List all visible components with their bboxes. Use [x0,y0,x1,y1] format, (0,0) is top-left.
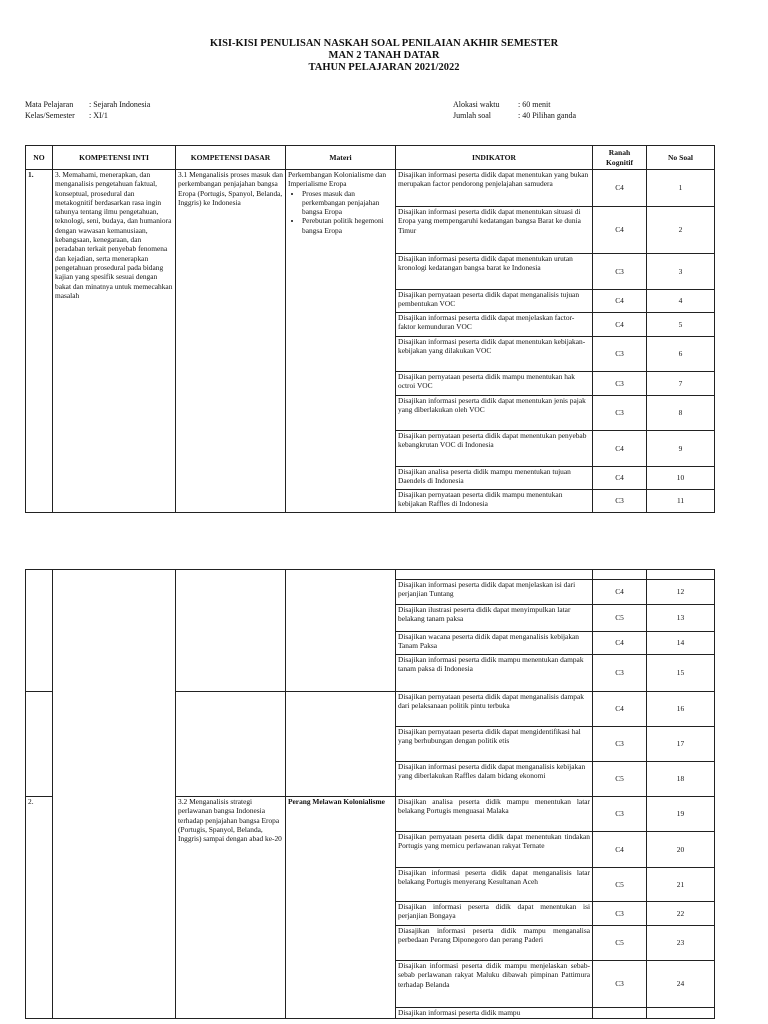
ranah-cell: C5 [593,926,647,961]
materi-cell-empty [286,570,396,692]
ranah-cell: C3 [593,490,647,513]
header-materi: Materi [286,146,396,170]
ranah-cell [593,1008,647,1019]
ranah-cell: C3 [593,902,647,926]
ranah-cell: C4 [593,313,647,337]
no-soal-cell: 6 [647,337,715,372]
indikator-cell: Disajikan informasi peserta didik mampu menjelaskan sebab-sebab perlawanan rakyat Maluku dibawah pimpinan Pattimura terhadap Belanda [396,961,593,1008]
kompetensi-dasar-text: 3.2 Menganalisis strategi perlawanan bangsa Indonesia terhadap penjajahan bangsa Eropa (Portugis, Spanyol, Belanda, Inggris) sampai dengan abad ke-20 [176,797,286,1019]
no-soal-cell-empty [647,570,715,580]
no-cell-empty [26,692,53,797]
indikator-cell: Disajikan ilustrasi peserta didik dapat menyimpulkan latar belakang tanam paksa [396,605,593,632]
materi-cell-empty [286,692,396,797]
ranah-cell: C4 [593,431,647,467]
kisi-kisi-table-1 [25,145,715,513]
kompetensi-inti-cell-empty [53,570,176,1019]
indikator-cell: Disajikan analisa peserta didik mampu menentukan tujuan Daendels di Indonesia [396,467,593,490]
no-soal-cell: 4 [647,290,715,313]
no-soal-cell: 16 [647,692,715,727]
no-soal-cell: 20 [647,832,715,868]
ranah-cell: C3 [593,797,647,832]
header-no: NO [26,146,53,170]
no-soal-cell: 5 [647,313,715,337]
no-soal-cell: 10 [647,467,715,490]
no-soal-cell: 19 [647,797,715,832]
table-row [26,570,715,580]
doc-title-line2: MAN 2 TANAH DATAR [328,50,440,61]
section-no: 2. [26,797,53,1019]
no-soal-cell: 8 [647,396,715,431]
ranah-cell: C5 [593,605,647,632]
ranah-cell: C3 [593,727,647,762]
ranah-cell: C3 [593,337,647,372]
no-soal-cell: 18 [647,762,715,797]
no-soal-cell: 14 [647,632,715,655]
no-soal-cell: 13 [647,605,715,632]
indikator-cell: Disajikan informasi peserta didik mampu [396,1008,593,1019]
table-row [26,170,715,207]
ranah-cell: C3 [593,372,647,396]
materi-title: Perkembangan Kolonialisme dan Imperialisme Eropa [288,170,387,189]
doc-title-line3: TAHUN PELAJARAN 2021/2022 [308,62,460,73]
indikator-cell: Disajikan informasi peserta didik dapat menjelaskan factor-faktor kemunduran VOC [396,313,593,337]
no-soal-cell: 23 [647,926,715,961]
no-soal-cell: 21 [647,868,715,902]
kisi-kisi-table-2 [25,569,715,1019]
indikator-cell: Disajikan pernyataan peserta didik dapat mengidentifikasi hal yang berhubungan dengan politik etis [396,727,593,762]
indikator-cell: Disajikan pernyataan peserta didik dapat menganalisis tujuan pembentukan VOC [396,290,593,313]
indikator-cell: Disajikan informasi peserta didik dapat menentukan isi perjanjian Bongaya [396,902,593,926]
indikator-cell: Disajikan pernyataan peserta didik mampu menentukan hak octroi VOC [396,372,593,396]
indikator-cell: Disajikan informasi peserta didik dapat menentukan situasi di Eropa yang mempengaruhi kedatangan bangsa Barat ke dunia Timur [396,207,593,254]
no-soal-cell: 11 [647,490,715,513]
ranah-cell: C3 [593,396,647,431]
section-no: 1. [26,170,53,513]
materi-item: • Proses masuk dan perkembangan penjajahan bangsa Eropa [302,189,393,217]
no-soal-cell: 1 [647,170,715,207]
indikator-cell: Disajikan informasi peserta didik dapat menentukan yang bukan merupakan factor pendorong penjelajahan samudera [396,170,593,207]
indikator-cell: Disajikan pernyataan peserta didik dapat menentukan penyebab kebangkrutan VOC di Indonesia [396,431,593,467]
materi-list [288,189,393,235]
no-soal-cell: 2 [647,207,715,254]
indikator-cell: Disajikan pernyataan peserta didik dapat menentukan tindakan Portugis yang memicu perlawanan rakyat Ternate [396,832,593,868]
indikator-cell: Disajikan analisa peserta didik mampu menentukan latar belakang Portugis menguasai Malaka [396,797,593,832]
meta-jumlah-value: : 40 Pilihan ganda [518,111,576,120]
indikator-cell: Disajikan informasi peserta didik dapat menganalisis latar belakang Portugis menyerang Kesultanan Aceh [396,868,593,902]
no-soal-cell [647,1008,715,1019]
no-soal-cell: 15 [647,655,715,692]
no-soal-cell: 17 [647,727,715,762]
ranah-cell-empty [593,570,647,580]
kompetensi-inti-text: 3. Memahami, menerapkan, dan menganalisis pengetahuan faktual, konseptual, prosedural dan metakognitif berdasarkan rasa ingin tahunya tentang ilmu pengetahuan, teknologi, seni, budaya, dan humaniora dengan wawasan kemanusiaan, kebangsaan, kenegaraan, dan peradaban terkait penyebab fenomena dan kejadian, serta menerapkan pengetahuan prosedural pada bidang kajian yang spesifik sesuai dengan bakat dan minatnya untuk memecahkan masalah [53,170,176,513]
indikator-cell-empty [396,570,593,580]
ranah-cell: C3 [593,655,647,692]
no-soal-cell: 12 [647,580,715,605]
meta-alokasi-label: Alokasi waktu [453,100,500,109]
materi-text: Perang Melawan Kolonialisme [286,797,396,1019]
header-kompetensi-inti: KOMPETENSI INTI [53,146,176,170]
meta-kelas-label: Kelas/Semester [25,111,75,120]
indikator-cell: Disajikan wacana peserta didik dapat menganalisis kebijakan Tanam Paksa [396,632,593,655]
header-no-soal: No Soal [647,146,715,170]
header-indikator: INDIKATOR [396,146,593,170]
meta-mapel-label: Mata Pelajaran [25,100,74,109]
no-soal-cell: 22 [647,902,715,926]
ranah-cell: C4 [593,832,647,868]
ranah-cell: C4 [593,170,647,207]
indikator-cell: Disajikan informasi peserta didik dapat menentukan urutan kronologi kedatangan bangsa barat ke Indonesia [396,254,593,290]
no-cell-empty [26,570,53,692]
ranah-cell: C4 [593,632,647,655]
ranah-cell: C3 [593,961,647,1008]
meta-kelas-value: : XI/1 [89,111,108,120]
kompetensi-dasar-cell-empty [176,692,286,797]
meta-jumlah-label: Jumlah soal [453,111,491,120]
meta-alokasi-value: : 60 menit [518,100,551,109]
ranah-cell: C5 [593,868,647,902]
indikator-cell: Disajikan informasi peserta didik dapat menganalisis kebijakan yang diberlakukan Raffles dalam bidang ekonomi [396,762,593,797]
indikator-cell: Disajikan informasi peserta didik dapat menjelaskan isi dari perjanjian Tuntang [396,580,593,605]
ranah-cell: C5 [593,762,647,797]
ranah-cell: C4 [593,580,647,605]
meta-mapel-value: : Sejarah Indonesia [89,100,151,109]
kompetensi-dasar-cell-empty [176,570,286,692]
no-soal-cell: 9 [647,431,715,467]
indikator-cell: Diasajikan informasi peserta didik mampu menganalisa perbedaan Perang Diponegoro dan perang Paderi [396,926,593,961]
indikator-cell: Disajikan informasi peserta didik mampu menentukan dampak tanam paksa di Indonesia [396,655,593,692]
materi-item: • Perebutan politik hegemoni bangsa Eropa [302,216,393,235]
ranah-cell: C4 [593,207,647,254]
indikator-cell: Disajikan pernyataan peserta didik mampu menentukan kebijakan Raffles di Indonesia [396,490,593,513]
indikator-cell: Disajikan informasi peserta didik dapat menentukan kebijakan-kebijakan yang dilakukan VOC [396,337,593,372]
indikator-cell: Disajikan pernyataan peserta didik dapat menganalisis dampak dari pelaksanaan politik pintu terbuka [396,692,593,727]
ranah-cell: C4 [593,692,647,727]
doc-title-line1: KISI-KISI PENULISAN NASKAH SOAL PENILAIAN AKHIR SEMESTER [209,38,559,49]
no-soal-cell: 7 [647,372,715,396]
materi-cell [286,170,396,513]
indikator-cell: Disajikan informasi peserta didik dapat menentukan jenis pajak yang diberlakukan oleh VOC [396,396,593,431]
ranah-cell: C4 [593,467,647,490]
table-header-row [26,146,715,170]
kompetensi-dasar-text: 3.1 Menganalisis proses masuk dan perkembangan penjajahan bangsa Eropa (Portugis, Spanyol, Belanda, Inggris) ke Indonesia [176,170,286,513]
ranah-cell: C4 [593,290,647,313]
header-kompetensi-dasar: KOMPETENSI DASAR [176,146,286,170]
no-soal-cell: 3 [647,254,715,290]
ranah-cell: C3 [593,254,647,290]
no-soal-cell: 24 [647,961,715,1008]
header-ranah-kognitif: Ranah Kognitif [593,146,647,170]
